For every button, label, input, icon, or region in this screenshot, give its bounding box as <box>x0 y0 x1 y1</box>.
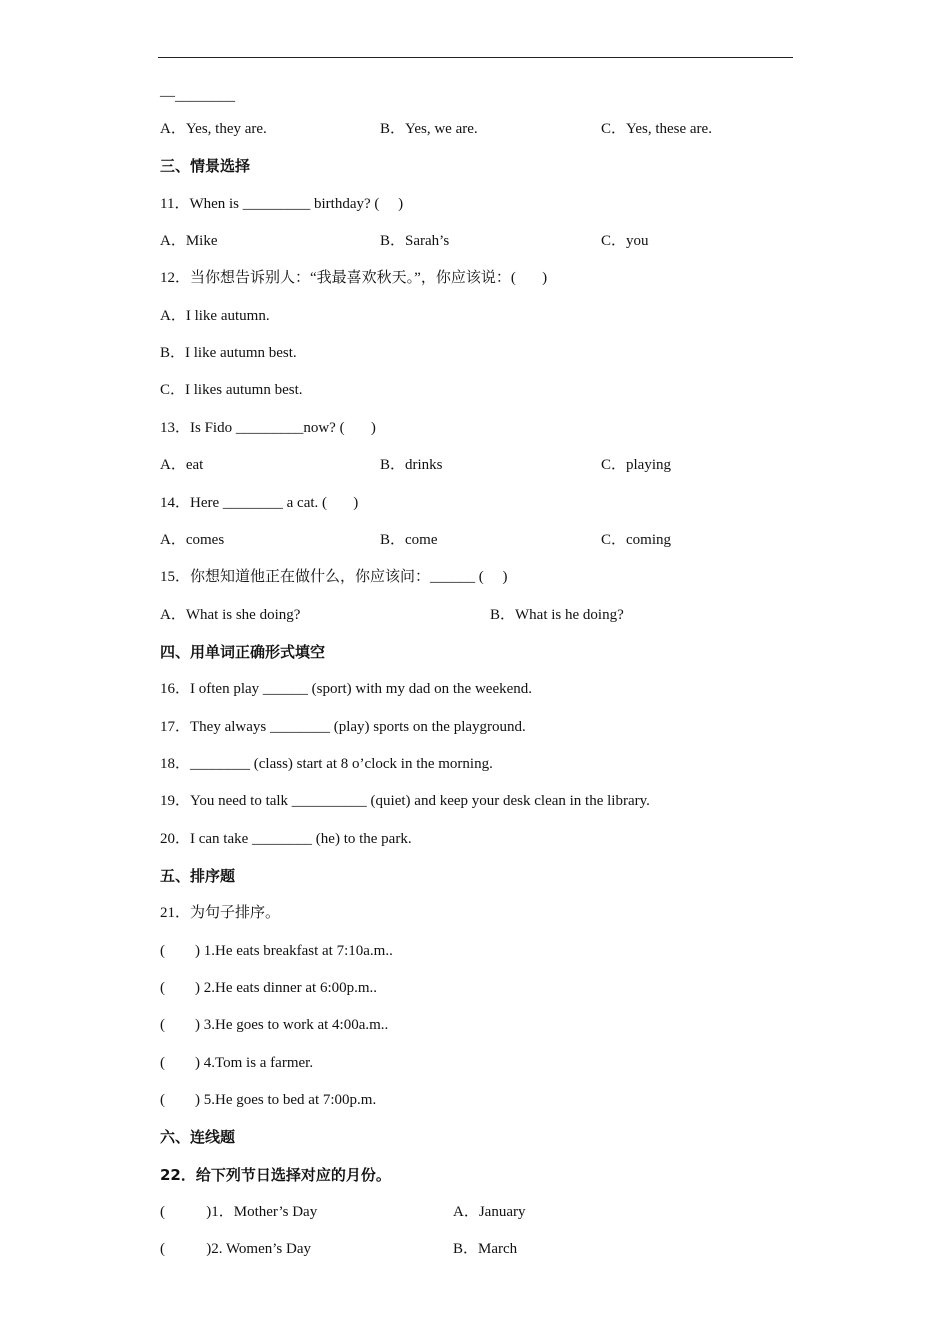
q22-row-1-left: ( )1．Mother’s Day <box>160 1204 318 1220</box>
q13-option-a: A．eat <box>160 457 204 473</box>
q21-item-3: ( ) 3.He goes to work at 4:00a.m.. <box>160 1017 389 1033</box>
q15-option-a: A．What is she doing? <box>160 607 301 623</box>
q22-row-1-right: A．January <box>453 1204 526 1220</box>
q12-option-c: C．I likes autumn best. <box>160 382 303 398</box>
q11-option-a: A．Mike <box>160 233 218 249</box>
q13-option-b: B．drinks <box>380 457 443 473</box>
q10-option-b: B．Yes, we are. <box>380 121 478 137</box>
q20-text: 20．I can take ________ (he) to the park. <box>160 831 412 847</box>
answer-blank: —________ <box>160 88 235 104</box>
section-heading-5: 五、排序题 <box>160 867 236 885</box>
q16-text: 16．I often play ______ (sport) with my dad on the weekend. <box>160 681 533 697</box>
q12-text: 12．当你想告诉别人：“我最喜欢秋天。”，你应该说：( ) <box>160 270 548 286</box>
q21-item-2: ( ) 2.He eats dinner at 6:00p.m.. <box>160 980 378 996</box>
q19-text: 19．You need to talk __________ (quiet) and keep your desk clean in the library. <box>160 793 650 809</box>
q12-option-a: A．I like autumn. <box>160 308 270 324</box>
q21-item-4: ( ) 4.Tom is a farmer. <box>160 1055 314 1071</box>
q21-text: 21．为句子排序。 <box>160 905 281 921</box>
q22-text: 22．给下列节日选择对应的月份。 <box>160 1166 391 1184</box>
q11-option-c: C．you <box>601 233 649 249</box>
q13-text: 13．Is Fido _________now? ( ) <box>160 420 376 436</box>
section-heading-4: 四、用单词正确形式填空 <box>160 643 326 661</box>
q10-option-c: C．Yes, these are. <box>601 121 712 137</box>
q14-option-b: B．come <box>380 532 438 548</box>
q15-option-b: B．What is he doing? <box>490 607 624 623</box>
q21-item-1: ( ) 1.He eats breakfast at 7:10a.m.. <box>160 943 393 959</box>
q10-option-a: A．Yes, they are. <box>160 121 267 137</box>
q11-option-b: B．Sarah’s <box>380 233 450 249</box>
q22-row-2-right: B．March <box>453 1241 518 1257</box>
q18-text: 18．________ (class) start at 8 o’clock in the morning. <box>160 756 493 772</box>
q21-item-5: ( ) 5.He goes to bed at 7:00p.m. <box>160 1092 377 1108</box>
q14-option-c: C．coming <box>601 532 671 548</box>
q12-option-b: B．I like autumn best. <box>160 345 297 361</box>
q17-text: 17．They always ________ (play) sports on the playground. <box>160 719 526 735</box>
header-rule <box>158 57 793 58</box>
section-heading-6: 六、连线题 <box>160 1128 236 1146</box>
q14-option-a: A．comes <box>160 532 225 548</box>
q15-text: 15．你想知道他正在做什么，你应该问：______ ( ) <box>160 569 508 585</box>
q14-text: 14．Here ________ a cat. ( ) <box>160 495 359 511</box>
section-heading-3: 三、情景选择 <box>160 157 251 175</box>
q13-option-c: C．playing <box>601 457 671 473</box>
q22-row-2-left: ( )2. Women’s Day <box>160 1241 311 1257</box>
q11-text: 11．When is _________ birthday? ( ) <box>160 196 404 212</box>
